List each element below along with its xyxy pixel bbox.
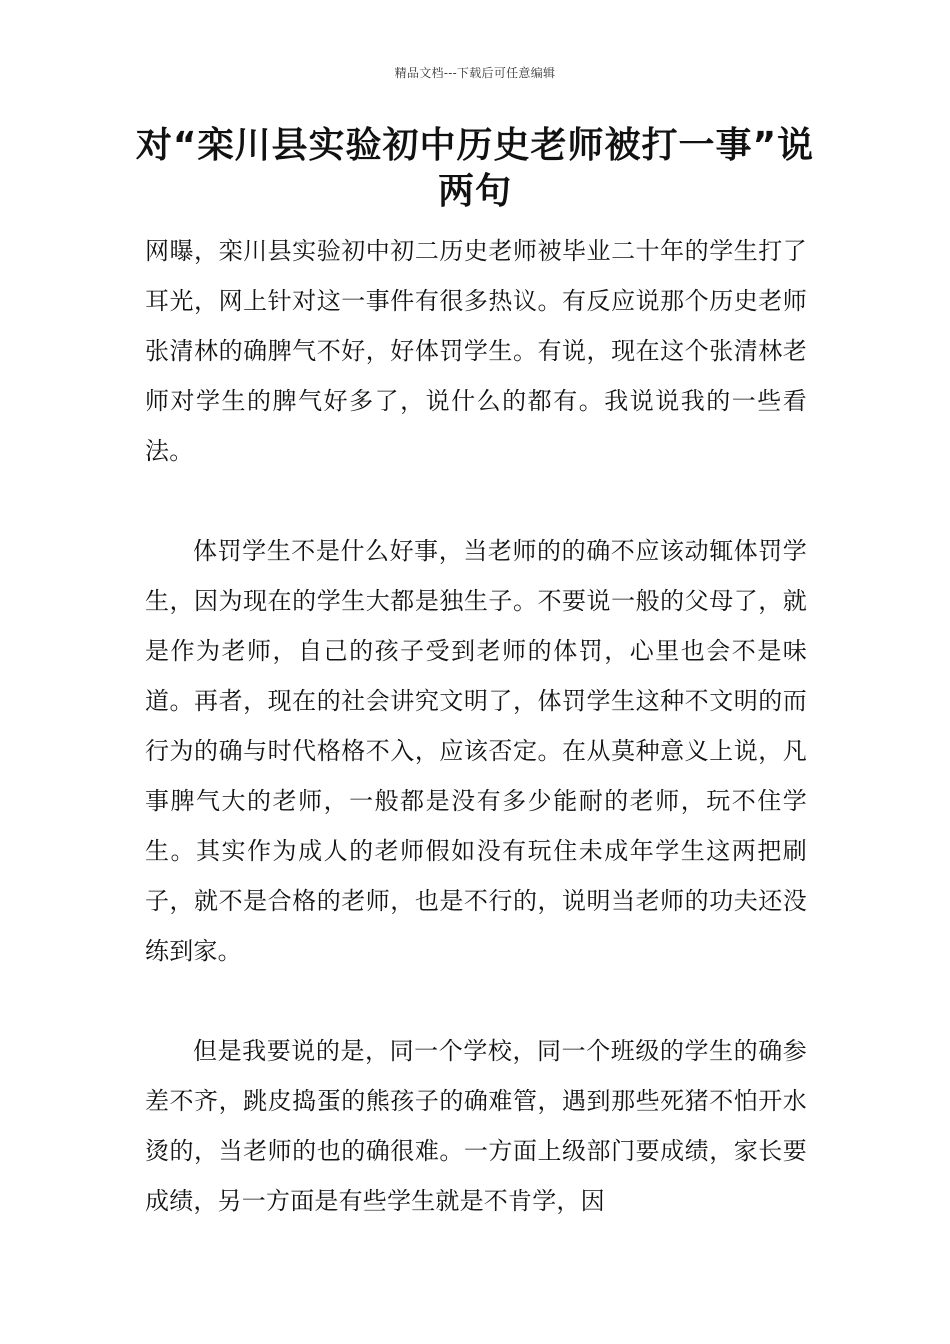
document-title: 对“栾川县实验初中历史老师被打一事”说两句 <box>135 125 815 212</box>
document-body <box>145 226 807 1226</box>
paragraph-3: 但是我要说的是，同一个学校，同一个班级的学生的确参差不齐，跳皮捣蛋的熊孩子的确难管，遇到那些死猪不怕开水烫的，当老师的也的确很难。一方面上级部门要成绩，家长要成绩，另一方面是有些学生就是不肯学，因 <box>145 1037 807 1215</box>
header-note: 精品文档---下载后可任意编辑 <box>394 66 556 80</box>
paragraph-2: 体罚学生不是什么好事，当老师的的确不应该动辄体罚学生，因为现在的学生大都是独生子。不要说一般的父母了，就是作为老师，自己的孩子受到老师的体罚，心里也会不是味道。再者，现在的社会讲究文明了，体罚学生这种不文明的而行为的确与时代格格不入，应该否定。在从莫种意义上说，凡事脾气大的老师，一般都是没有多少能耐的老师，玩不住学生。其实作为成人的老师假如没有玩住未成年学生这两把刷子，就不是合格的老师，也是不行的，说明当老师的功夫还没练到家。 <box>145 537 807 965</box>
paragraph-1: 网曝，栾川县实验初中初二历史老师被毕业二十年的学生打了耳光，网上针对这一事件有很多热议。有反应说那个历史老师张清林的确脾气不好，好体罚学生。有说，现在这个张清林老师对学生的脾气好多了，说什么的都有。我说说我的一些看法。 <box>145 237 807 465</box>
